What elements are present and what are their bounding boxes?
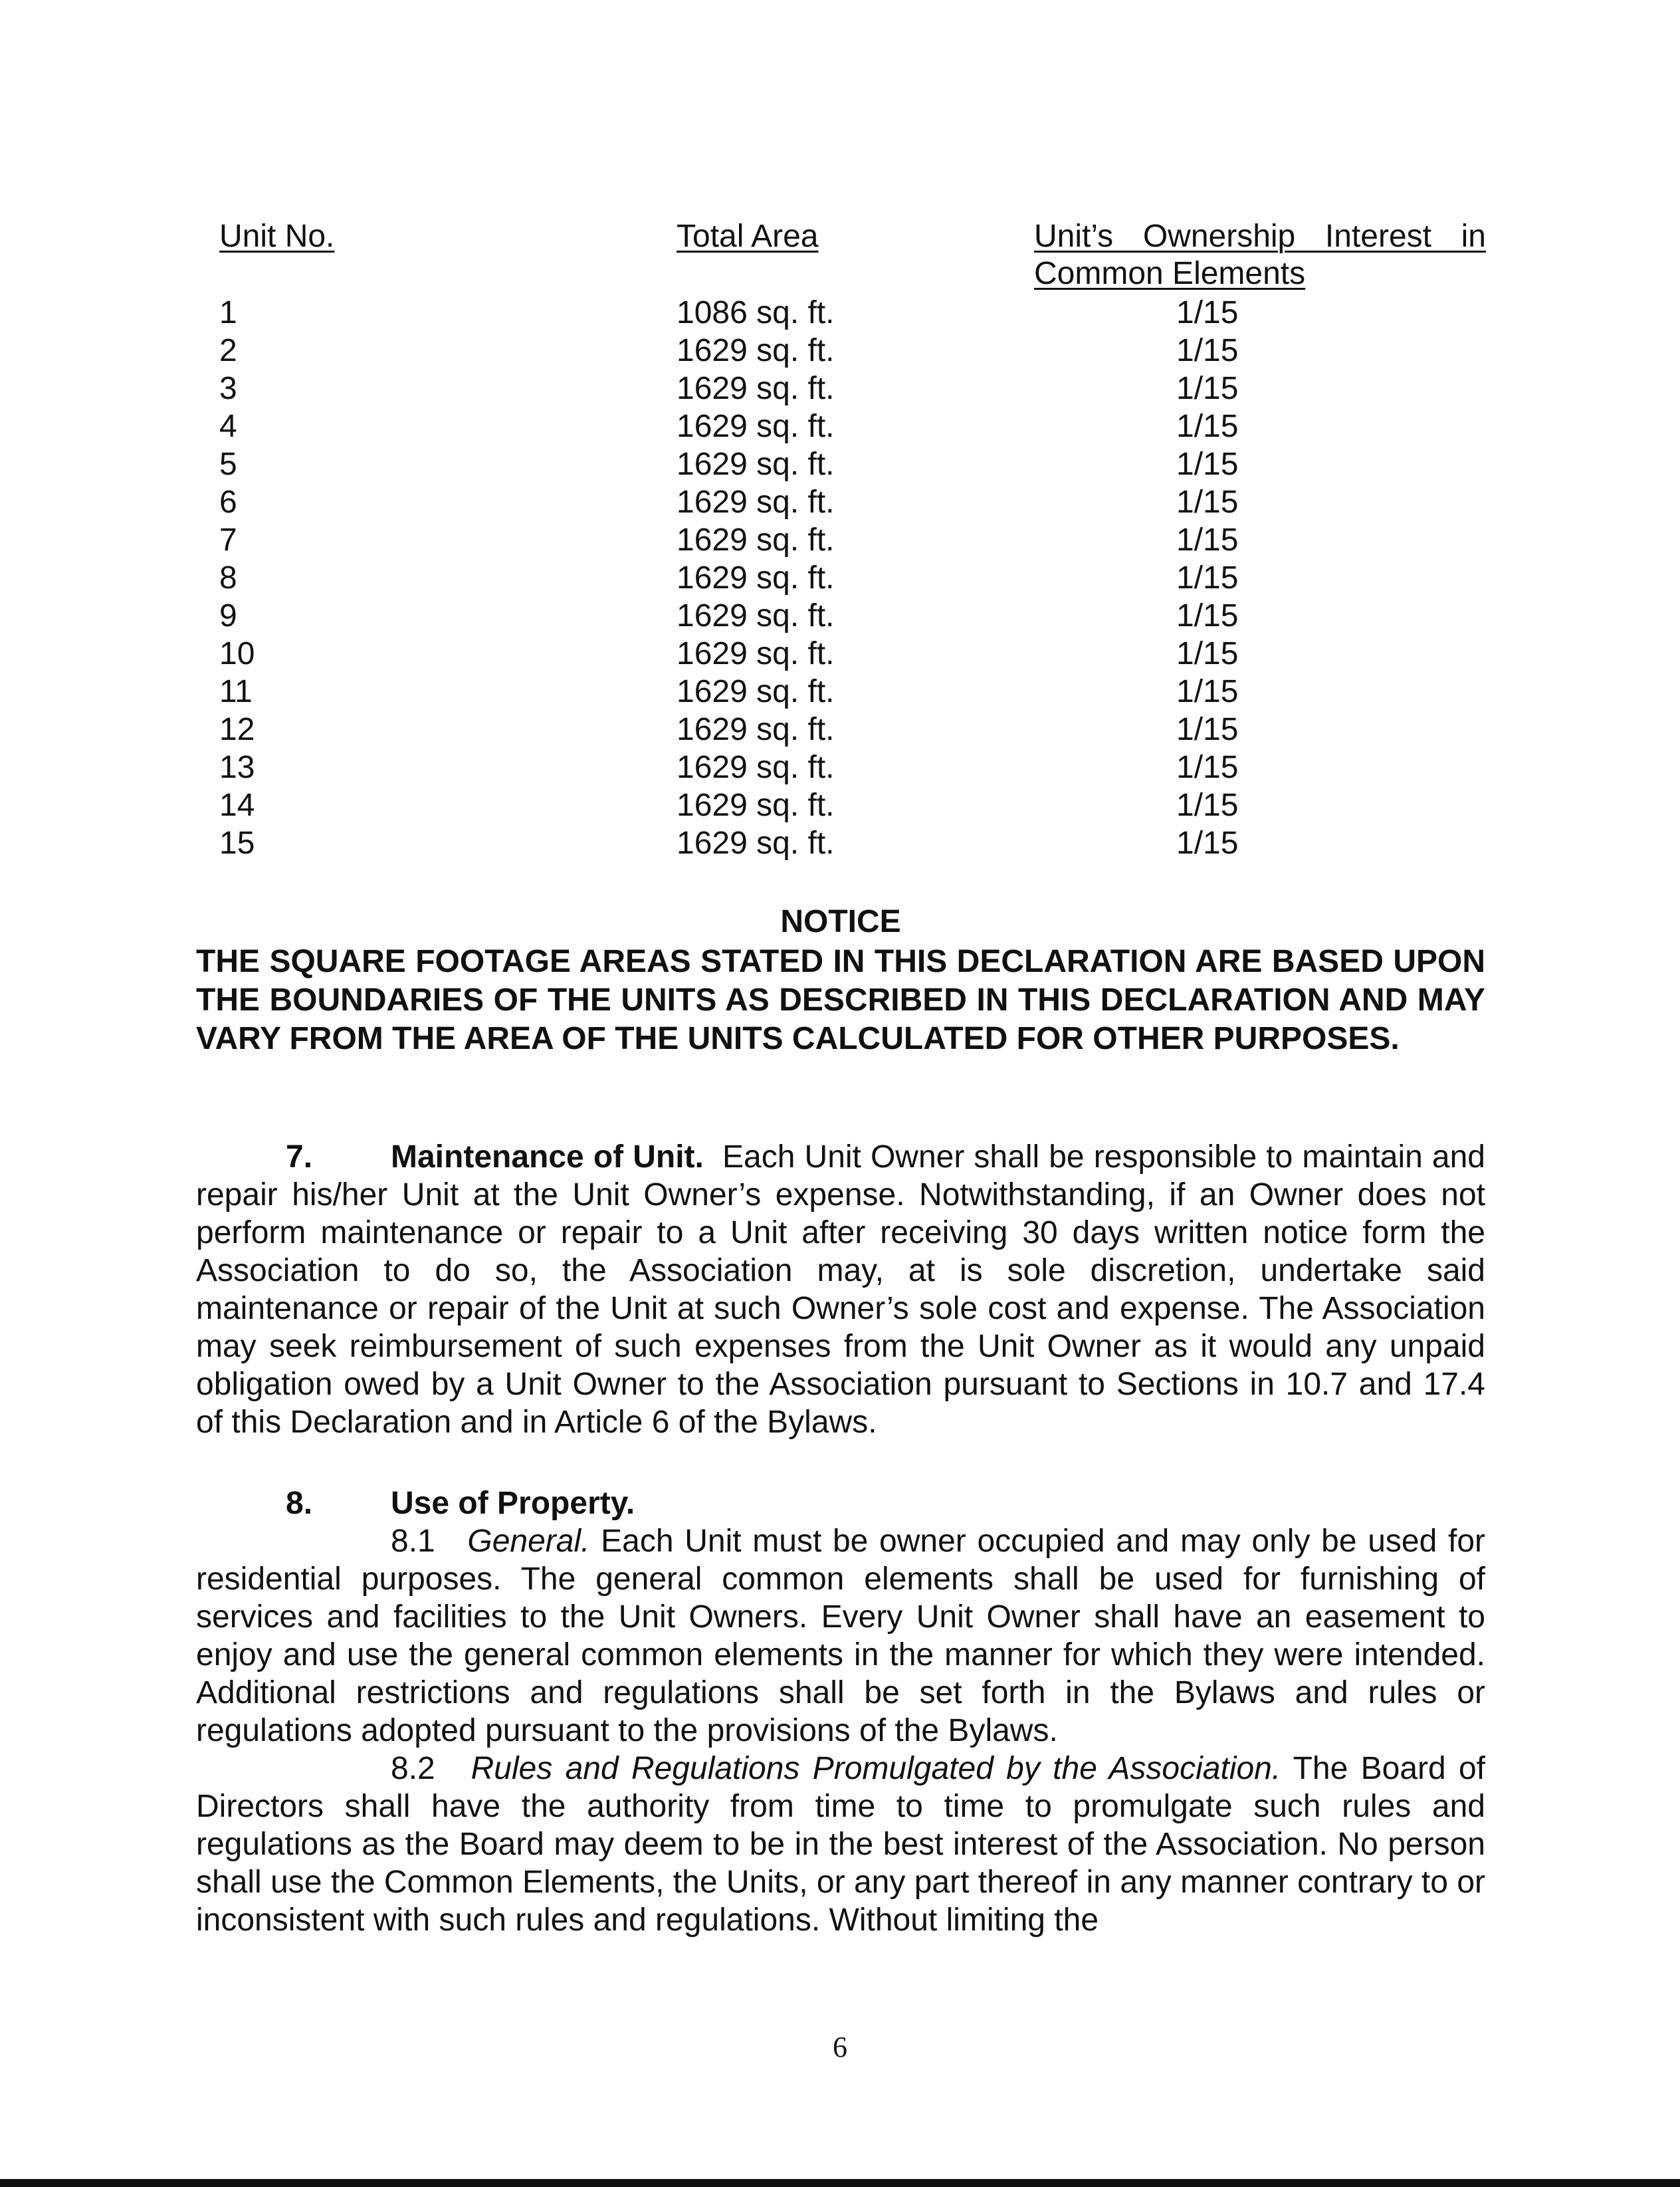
cell-unit-no: 3 [219, 371, 237, 406]
cell-total-area: 1629 sq. ft. [677, 636, 835, 671]
table-row [219, 521, 1482, 559]
cell-ownership-interest: 1/15 [1176, 636, 1239, 671]
cell-unit-no: 1 [219, 295, 237, 330]
cell-ownership-interest: 1/15 [1176, 522, 1239, 558]
cell-ownership-interest: 1/15 [1176, 750, 1239, 785]
cell-unit-no: 15 [219, 826, 255, 861]
cell-total-area: 1086 sq. ft. [677, 295, 835, 330]
cell-ownership-interest: 1/15 [1176, 295, 1239, 330]
cell-unit-no: 9 [219, 598, 237, 633]
section-8-heading: Use of Property. [391, 1486, 635, 1521]
table-row [219, 635, 1482, 673]
cell-total-area: 1629 sq. ft. [677, 485, 835, 520]
cell-total-area: 1629 sq. ft. [677, 560, 835, 596]
table-body [219, 294, 1482, 862]
cell-total-area: 1629 sq. ft. [677, 447, 835, 482]
cell-unit-no: 14 [219, 788, 255, 823]
cell-total-area: 1629 sq. ft. [677, 674, 835, 709]
cell-ownership-interest: 1/15 [1176, 560, 1239, 596]
bottom-scan-border [0, 2179, 1680, 2187]
table-header [219, 218, 1486, 294]
section-7-heading: Maintenance of Unit. [391, 1139, 704, 1175]
cell-total-area: 1629 sq. ft. [677, 826, 835, 861]
table-row [219, 748, 1482, 786]
cell-total-area: 1629 sq. ft. [677, 598, 835, 633]
cell-total-area: 1629 sq. ft. [677, 750, 835, 785]
section-8-1-title: General. [467, 1524, 590, 1559]
header-total-area: Total Area [677, 219, 819, 254]
section-8-2 [196, 1750, 1485, 1939]
notice-body: THE SQUARE FOOTAGE AREAS STATED IN THIS DECLARATION ARE BASED UPON THE BOUNDARIES OF THE UNITS AS DESCRIBED IN THIS DECLARATION AND MAY VARY FROM THE AREA OF THE UNITS CALCULATED FOR OTHER PURPOSES. [196, 944, 1485, 1056]
section-8-1-text: Each Unit must be owner occupied and may only be used for residential purposes. The general common elements shall be used for furnishing of services and facilities to the Unit Owners. Every Unit Owner shall have an easement to enjoy and use the general common elements in the manner for which they were intended. Additional restrictions and regulations shall be set forth in the Bylaws and rules or regulations adopted pursuant to the provisions of the Bylaws. [196, 1524, 1485, 1748]
cell-ownership-interest: 1/15 [1176, 333, 1239, 368]
section-7-text: Each Unit Owner shall be responsible to maintain and repair his/her Unit at the Unit Owner’s expense. Notwithstanding, if an Owner does not perform maintenance or repair to a Unit after receiving 30 days written notice form the Association to do so, the Association may, at is sole discretion, undertake said maintenance or repair of the Unit at such Owner’s sole cost and expense. The Association may seek reimbursement of such expenses from the Unit Owner as it would any unpaid obligation owed by a Unit Owner to the Association pursuant to Sections in 10.7 and 17.4 of this Declaration and in Article 6 of the Bylaws. [196, 1139, 1485, 1440]
table-row [219, 597, 1482, 635]
notice-block [196, 903, 1485, 1058]
cell-ownership-interest: 1/15 [1176, 788, 1239, 823]
cell-unit-no: 2 [219, 333, 237, 368]
unit-area-table [219, 218, 1486, 862]
section-8-2-title: Rules and Regulations Promulgated by the Association. [471, 1751, 1281, 1786]
section-8-2-text: The Board of Directors shall have the authority from time to time to promulgate such rules and regulations as the Board may deem to be in the best interest of the Association. No person shall use the Common Elements, the Units, or any part thereof in any manner contrary to or inconsistent with such rules and regulations. Without limiting the [196, 1751, 1486, 1938]
table-row [219, 786, 1482, 824]
cell-unit-no: 10 [219, 636, 255, 671]
cell-total-area: 1629 sq. ft. [677, 409, 835, 444]
table-row [219, 673, 1482, 711]
cell-ownership-interest: 1/15 [1176, 674, 1239, 709]
cell-total-area: 1629 sq. ft. [677, 333, 835, 368]
cell-total-area: 1629 sq. ft. [677, 371, 835, 406]
cell-ownership-interest: 1/15 [1176, 826, 1239, 861]
table-row [219, 332, 1482, 370]
table-row [219, 294, 1482, 332]
cell-ownership-interest: 1/15 [1176, 371, 1239, 406]
cell-unit-no: 5 [219, 447, 237, 482]
table-row [219, 445, 1482, 483]
section-8-1 [196, 1522, 1485, 1750]
section-8-2-number: 8.2 [391, 1751, 435, 1786]
cell-ownership-interest: 1/15 [1176, 447, 1239, 482]
section-7 [196, 1138, 1485, 1441]
cell-unit-no: 6 [219, 485, 237, 520]
cell-unit-no: 8 [219, 560, 237, 596]
section-8-heading-line [196, 1484, 1485, 1522]
cell-unit-no: 4 [219, 409, 237, 444]
cell-total-area: 1629 sq. ft. [677, 522, 835, 558]
header-unit-no: Unit No. [219, 219, 335, 254]
cell-total-area: 1629 sq. ft. [677, 712, 835, 747]
header-ownership-interest: Unit’s Ownership Interest in Common Elements [1034, 219, 1486, 291]
section-7-number: 7. [286, 1139, 313, 1175]
section-8-1-number: 8.1 [391, 1524, 435, 1559]
cell-unit-no: 13 [219, 750, 255, 785]
cell-unit-no: 11 [219, 674, 253, 709]
cell-ownership-interest: 1/15 [1176, 485, 1239, 520]
notice-title: NOTICE [780, 904, 901, 939]
section-8 [196, 1484, 1485, 1939]
table-row [219, 407, 1482, 445]
table-row [219, 711, 1482, 748]
cell-unit-no: 7 [219, 522, 237, 558]
cell-ownership-interest: 1/15 [1176, 712, 1239, 747]
table-row [219, 370, 1482, 407]
cell-unit-no: 12 [219, 712, 255, 747]
table-row [219, 559, 1482, 597]
table-row [219, 824, 1482, 862]
page-number: 6 [833, 2031, 847, 2063]
cell-ownership-interest: 1/15 [1176, 598, 1239, 633]
cell-ownership-interest: 1/15 [1176, 409, 1239, 444]
table-row [219, 483, 1482, 521]
cell-total-area: 1629 sq. ft. [677, 788, 835, 823]
section-8-number: 8. [286, 1486, 313, 1521]
